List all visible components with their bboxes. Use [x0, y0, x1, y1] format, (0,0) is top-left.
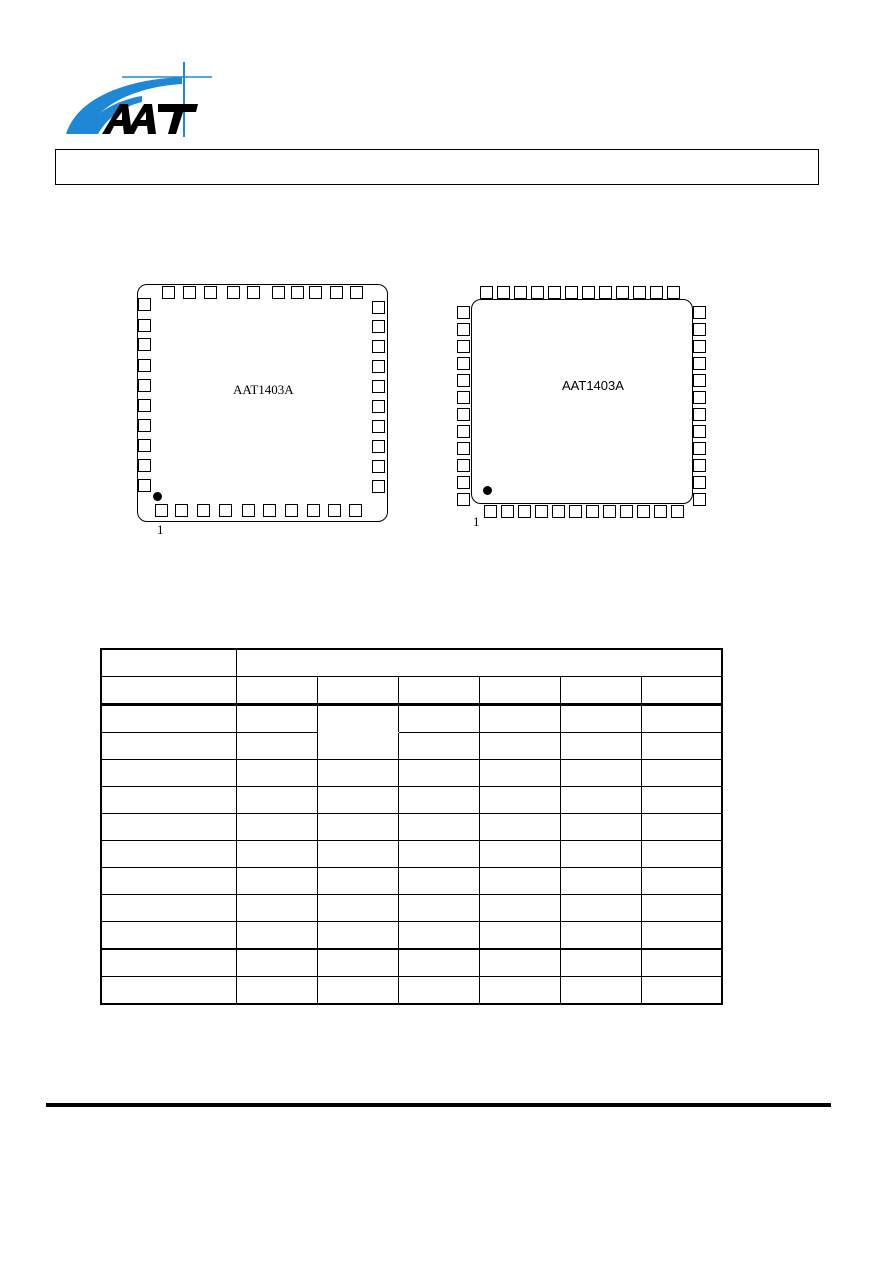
table-cell — [101, 895, 236, 922]
package-pin — [565, 286, 578, 299]
table-cell — [317, 787, 398, 814]
table-cell — [479, 841, 560, 868]
table-cell — [101, 922, 236, 950]
table-cell — [101, 677, 236, 705]
package-pin — [654, 505, 667, 518]
table-cell — [236, 649, 722, 677]
table-cell — [560, 895, 641, 922]
table-row — [101, 949, 722, 977]
package-pin — [372, 480, 385, 493]
package-pin — [138, 479, 151, 492]
table-cell — [479, 760, 560, 787]
chip-label: AAT1403A — [233, 382, 294, 397]
pin1-dot — [483, 486, 492, 495]
package-pin — [480, 286, 493, 299]
package-pin — [457, 340, 470, 353]
table-cell — [101, 760, 236, 787]
table-row — [101, 733, 722, 760]
package-pin — [307, 504, 320, 517]
table-row — [101, 922, 722, 950]
table-row — [101, 841, 722, 868]
package-pin — [330, 286, 343, 299]
package-pin — [620, 505, 633, 518]
package-pin — [650, 286, 663, 299]
table-cell — [236, 841, 317, 868]
package-pin — [457, 459, 470, 472]
package-pin — [372, 301, 385, 314]
table-row — [101, 814, 722, 841]
package-pin — [272, 286, 285, 299]
table-row — [101, 895, 722, 922]
table-cell — [479, 787, 560, 814]
table-cell — [479, 814, 560, 841]
table-cell — [398, 705, 479, 733]
table-cell — [101, 814, 236, 841]
table-cell — [479, 705, 560, 733]
package-pin — [372, 340, 385, 353]
table-cell — [641, 705, 722, 733]
table-cell — [236, 868, 317, 895]
package-pin — [693, 374, 706, 387]
table-cell — [398, 895, 479, 922]
table-cell — [641, 760, 722, 787]
package-pin — [291, 286, 304, 299]
table-cell — [317, 977, 398, 1005]
package-pin — [349, 504, 362, 517]
title-box — [55, 149, 819, 185]
package-pin — [552, 505, 565, 518]
table-cell — [479, 922, 560, 950]
package-pin — [501, 505, 514, 518]
footer-rule — [46, 1103, 831, 1107]
package-pin — [693, 425, 706, 438]
package-diagram-left — [135, 282, 390, 537]
table-cell — [641, 787, 722, 814]
table-cell — [479, 895, 560, 922]
table-cell — [641, 922, 722, 950]
table-cell — [560, 733, 641, 760]
package-pin — [138, 399, 151, 412]
package-pin — [457, 374, 470, 387]
package-pin — [372, 440, 385, 453]
package-pin — [204, 286, 217, 299]
pin1-label: 1 — [157, 522, 164, 537]
table-cell — [479, 868, 560, 895]
package-pin — [328, 504, 341, 517]
package-pin — [138, 439, 151, 452]
company-logo — [62, 62, 212, 137]
package-pin — [457, 357, 470, 370]
table-cell — [317, 705, 398, 733]
package-pin — [457, 425, 470, 438]
package-pin — [138, 338, 151, 351]
table-cell — [317, 841, 398, 868]
package-pin — [197, 504, 210, 517]
table-cell — [398, 949, 479, 977]
table-cell — [560, 677, 641, 705]
package-pin — [518, 505, 531, 518]
package-pin — [138, 359, 151, 372]
chip-label: AAT1403A — [562, 378, 624, 393]
table-cell — [479, 677, 560, 705]
package-pin — [227, 286, 240, 299]
package-pin — [693, 459, 706, 472]
package-pin — [484, 505, 497, 518]
table-cell — [398, 677, 479, 705]
table-cell — [236, 760, 317, 787]
table-cell — [398, 922, 479, 950]
table-cell — [398, 733, 479, 760]
package-pin — [457, 476, 470, 489]
table-cell — [398, 977, 479, 1005]
table-cell — [641, 895, 722, 922]
table-cell — [641, 677, 722, 705]
package-pin — [633, 286, 646, 299]
ordering-table — [100, 648, 723, 1005]
table-cell — [236, 814, 317, 841]
table-cell — [560, 760, 641, 787]
table-cell — [641, 949, 722, 977]
table-cell — [479, 733, 560, 760]
package-pin — [457, 323, 470, 336]
table-cell — [317, 868, 398, 895]
table-cell — [641, 814, 722, 841]
package-pin — [372, 400, 385, 413]
package-pin — [162, 286, 175, 299]
package-pin — [219, 504, 232, 517]
package-pin — [693, 357, 706, 370]
table-cell — [101, 977, 236, 1005]
package-pin — [372, 380, 385, 393]
package-pin — [667, 286, 680, 299]
package-pin — [693, 306, 706, 319]
table-cell — [560, 922, 641, 950]
table-row — [101, 977, 722, 1005]
table-cell — [236, 733, 317, 760]
package-pin — [693, 476, 706, 489]
package-pin — [138, 298, 151, 311]
package-pin — [372, 360, 385, 373]
table-cell — [641, 841, 722, 868]
package-pin — [586, 505, 599, 518]
pin1-label: 1 — [473, 514, 480, 529]
table-cell — [560, 949, 641, 977]
package-pin — [599, 286, 612, 299]
table-cell — [560, 705, 641, 733]
package-pin — [183, 286, 196, 299]
table-cell — [317, 677, 398, 705]
table-cell — [236, 977, 317, 1005]
package-pin — [138, 319, 151, 332]
package-pin — [693, 408, 706, 421]
package-body — [471, 299, 693, 504]
package-pin — [457, 306, 470, 319]
table-cell — [479, 977, 560, 1005]
package-pin — [457, 408, 470, 421]
table-cell — [398, 841, 479, 868]
package-pin — [616, 286, 629, 299]
table-cell — [317, 895, 398, 922]
table-cell — [317, 760, 398, 787]
table-cell — [317, 814, 398, 841]
table-cell — [317, 733, 398, 760]
table-cell — [101, 868, 236, 895]
package-pin — [531, 286, 544, 299]
table-cell — [236, 677, 317, 705]
table-cell — [398, 787, 479, 814]
package-pin — [535, 505, 548, 518]
table-cell — [398, 814, 479, 841]
table-cell — [560, 787, 641, 814]
package-pin — [693, 340, 706, 353]
table-cell — [641, 868, 722, 895]
package-pin — [285, 504, 298, 517]
pin1-dot — [153, 492, 162, 501]
package-pin — [309, 286, 322, 299]
package-pin — [693, 391, 706, 404]
package-pin — [372, 420, 385, 433]
package-pin — [671, 505, 684, 518]
package-body — [137, 284, 388, 522]
table-cell — [398, 868, 479, 895]
package-pin — [263, 504, 276, 517]
table-header-row — [101, 649, 722, 677]
table-cell — [560, 868, 641, 895]
package-pin — [637, 505, 650, 518]
package-pin — [582, 286, 595, 299]
package-pin — [138, 459, 151, 472]
table-cell — [236, 787, 317, 814]
package-pin — [603, 505, 616, 518]
package-pin — [372, 320, 385, 333]
package-pin — [548, 286, 561, 299]
table-row — [101, 787, 722, 814]
table-cell — [101, 705, 236, 733]
package-pin — [155, 504, 168, 517]
package-pin — [247, 286, 260, 299]
package-pin — [497, 286, 510, 299]
package-pin — [457, 442, 470, 455]
package-pin — [138, 419, 151, 432]
table-row — [101, 760, 722, 787]
table-cell — [236, 705, 317, 733]
package-pin — [693, 442, 706, 455]
table-cell — [101, 787, 236, 814]
table-cell — [101, 949, 236, 977]
package-pin — [175, 504, 188, 517]
table-cell — [101, 733, 236, 760]
package-pin — [693, 323, 706, 336]
table-cell — [236, 949, 317, 977]
table-row — [101, 705, 722, 733]
package-pin — [372, 460, 385, 473]
table-row — [101, 868, 722, 895]
package-pin — [242, 504, 255, 517]
table-cell — [560, 841, 641, 868]
table-cell — [560, 814, 641, 841]
package-pin — [514, 286, 527, 299]
package-pin — [138, 379, 151, 392]
table-cell — [560, 977, 641, 1005]
table-row — [101, 677, 722, 705]
table-cell — [317, 949, 398, 977]
table-cell — [641, 733, 722, 760]
package-diagram-right — [452, 282, 712, 529]
package-pin — [569, 505, 582, 518]
package-pin — [457, 391, 470, 404]
package-pin — [457, 493, 470, 506]
package-pin — [693, 493, 706, 506]
table-cell — [236, 922, 317, 950]
table-cell — [101, 841, 236, 868]
table-cell — [317, 922, 398, 950]
table-cell — [479, 949, 560, 977]
table-cell — [641, 977, 722, 1005]
table-cell — [398, 760, 479, 787]
table-cell — [101, 649, 236, 677]
package-pin — [350, 286, 363, 299]
table-cell — [236, 895, 317, 922]
